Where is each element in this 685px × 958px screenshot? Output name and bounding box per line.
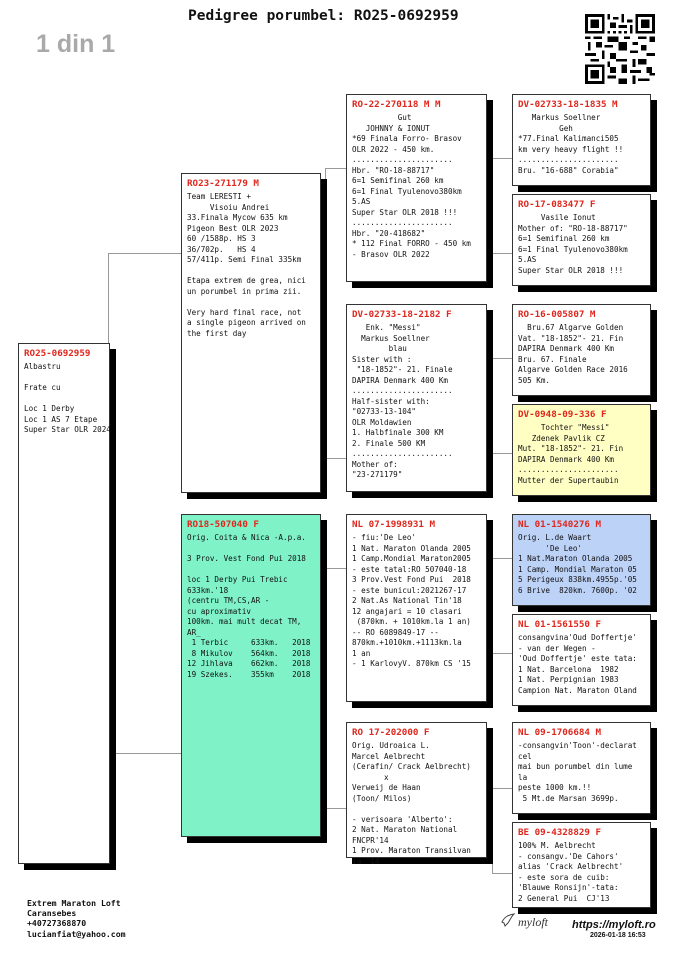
pigeon-description: Bru.67 Algarve Golden Vat. "18-1852"- 21. Fin DAPIRA Denmark 400 Km Bru. 67. Finale Algarve Golden Race 2016 505 Km. xyxy=(518,323,628,385)
pigeon-ring-id: RO23-271179 M xyxy=(187,178,259,189)
pigeon-ring-id: NL 01-1561550 F xyxy=(518,619,601,630)
brand-name: myloft xyxy=(518,915,548,929)
pigeon-ring-id: NL 01-1540276 M xyxy=(518,519,601,530)
pigeon-description: Team LERESTI + Visoiu Andrei 33.Finala Mycow 635 km Pigeon Best OLR 2023 60 /1588p. HS 3 36/702p. HS 4 57/411p. Semi Final 335km Etapa extrem de grea, nici un porumbel in prima zii. Very hard final race, not a single pigeon arrived on the first day xyxy=(187,192,306,338)
pigeon-description: Orig. Udroaica L. Marcel Aelbrecht (Cerafin/ Crack Aelbrecht) x Verweij de Haan (Toon/ Milos) - verisoara 'Alberto': 2 Nat. Maraton National FNCPR'14 1 Prov. Maraton Transilvan ia '14 xyxy=(352,741,471,866)
pigeon-description: 100% M. Aelbrecht - consangv.'De Cahors' alias 'Crack Aelbrecht' - este sora de cuib: 'Blauwe Ronsijn'-tata: 2 General Pui CJ'13 xyxy=(518,841,624,903)
pigeon-description: -consangvin'Toon'-declarat cel mai bun porumbel din lume la peste 1000 km.!! 5 Mt.de Marsan 3699p. xyxy=(518,741,637,803)
pigeon-ring-id: DV-0948-09-336 F xyxy=(518,409,607,420)
dd-sire-card xyxy=(512,722,651,814)
pigeon-description: Gut JOHNNY & IONUT *69 Finala Forro- Brasov OLR 2022 - 450 km. ...................... Hbr. "RO-18-88717" 6=1 Semifinal 260 km 6=1 Final Tyulenovo380km 5.AS Super Star OLR 2018 !!! ...................... Hbr. "20-418682" * 112 Final FORRO - 450 km - Brasov OLR 2022 xyxy=(352,113,471,259)
pigeon-ring-id: RO-16-005807 M xyxy=(518,309,596,320)
page-indicator: 1 din 1 xyxy=(36,30,116,58)
ss-dam-card xyxy=(512,194,651,286)
dam-card xyxy=(181,514,321,837)
sire-sire-card xyxy=(346,94,487,282)
print-date: 2026-01-18 16:53 xyxy=(590,932,646,939)
pigeon-ring-id: RO-17-083477 F xyxy=(518,199,596,210)
page-title: Pedigree porumbel: RO25-0692959 xyxy=(188,8,459,24)
dam-dam-card xyxy=(346,722,487,866)
pigeon-ring-id: RO25-0692959 xyxy=(24,348,91,359)
sd-dam-card xyxy=(512,404,651,496)
pigeon-ring-id: DV-02733-18-1835 M xyxy=(518,99,618,110)
pigeon-description: Orig. L.de Waart 'De Leo' 1 Nat.Maraton Olanda 2005 1 Camp. Mondial Maraton 05 5 Perigeux 838km.4955p.'05 6 Brive 820km. 7600p. '02 xyxy=(518,533,637,595)
sire-dam-card xyxy=(346,304,487,492)
pigeon-description: Markus Soellner Geh *77.Final Kalimanci505 km very heavy flight !! ...................... Bru. "16-688" Corabia" xyxy=(518,113,624,175)
pigeon-ring-id: BE 09-4328829 F xyxy=(518,827,601,838)
pigeon-logo-icon xyxy=(500,912,516,928)
pigeon-description: Orig. Coita & Nica -A.p.a. 3 Prov. Vest Fond Pui 2018 loc 1 Derby Pui Trebic 633km.'18 (centru TM,CS,AR - cu aproximativ 100km. mai mult decat TM, AR_ 1 Terbic 633km. 2018 8 Mikulov 564km. 2018 12 Jihlava 662km. 2018 19 Szekes. 355km 2018 xyxy=(187,533,311,679)
pigeon-ring-id: DV-02733-18-2182 F xyxy=(352,309,452,320)
pigeon-description: - fiu:'De Leo' 1 Nat. Maraton Olanda 2005 1 Camp.Mondial Maraton2005 - este tatal:RO 507040-18 3 Prov.Vest Fond Pui 2018 - este bunicul:2021267-17 2 Nat.As National Tin'18 12 angajari = 10 clasari (870km. + 1010km.la 1 an) -- RO 6089849-17 -- 870km.+1010km.+1113km.la 1 an - 1 KarlovyV. 870km CS '15 xyxy=(352,533,471,668)
subject-pigeon-card xyxy=(18,343,110,864)
pigeon-ring-id: RO-22-270118 M M xyxy=(352,99,441,110)
pigeon-description: Albastru Frate cu Loc 1 Derby Loc 1 AS 7 Etape Super Star OLR 2024 xyxy=(24,362,111,434)
pigeon-ring-id: NL 07-1998931 M xyxy=(352,519,435,530)
dd-dam-card xyxy=(512,822,651,908)
pigeon-ring-id: RO18-507040 F xyxy=(187,519,259,530)
pigeon-ring-id: NL 09-1706684 M xyxy=(518,727,601,738)
pigeon-description: Tochter "Messi" Zdenek Pavlik CZ Mut. "18-1852"- 21. Fin DAPIRA Denmark 400 Km ...................... Mutter der Supertaubin xyxy=(518,423,624,485)
pigeon-description: Vasile Ionut Mother of: "RO-18-88717" 6=1 Semifinal 260 km 6=1 Final Tyulenovo380km 5.AS Super Star OLR 2018 !!! xyxy=(518,213,628,275)
dam-sire-card xyxy=(346,514,487,702)
ds-dam-card xyxy=(512,614,651,706)
sire-card xyxy=(181,173,321,493)
website-link[interactable]: https://myloft.ro xyxy=(572,919,656,931)
pigeon-description: consangvina'Oud Doffertje' - van der Wegen - 'Oud Doffertje' este tata: 1 Nat. Barcelona 1982 1 Nat. Perpignian 1983 Campion Nat. Maraton Oland xyxy=(518,633,637,695)
ss-sire-card xyxy=(512,94,651,186)
breeder-contact: Extrem Maraton Loft Caransebes +40727368870 lucianfiat@yahoo.com xyxy=(27,898,126,939)
ds-sire-card xyxy=(512,514,651,606)
sd-sire-card xyxy=(512,304,651,396)
pigeon-ring-id: RO 17-202000 F xyxy=(352,727,430,738)
qr-code-icon xyxy=(585,14,655,84)
pigeon-description: Enk. "Messi" Markus Soellner blau Sister with : "18-1852"- 21. Finale DAPIRA Denmark 400 Km ...................... Half-sister with: "02733-13-104" OLR Moldawien 1. Halbfinale 300 KM 2. Finale 500 KM ...................... Mother of: "23-271179" xyxy=(352,323,453,479)
